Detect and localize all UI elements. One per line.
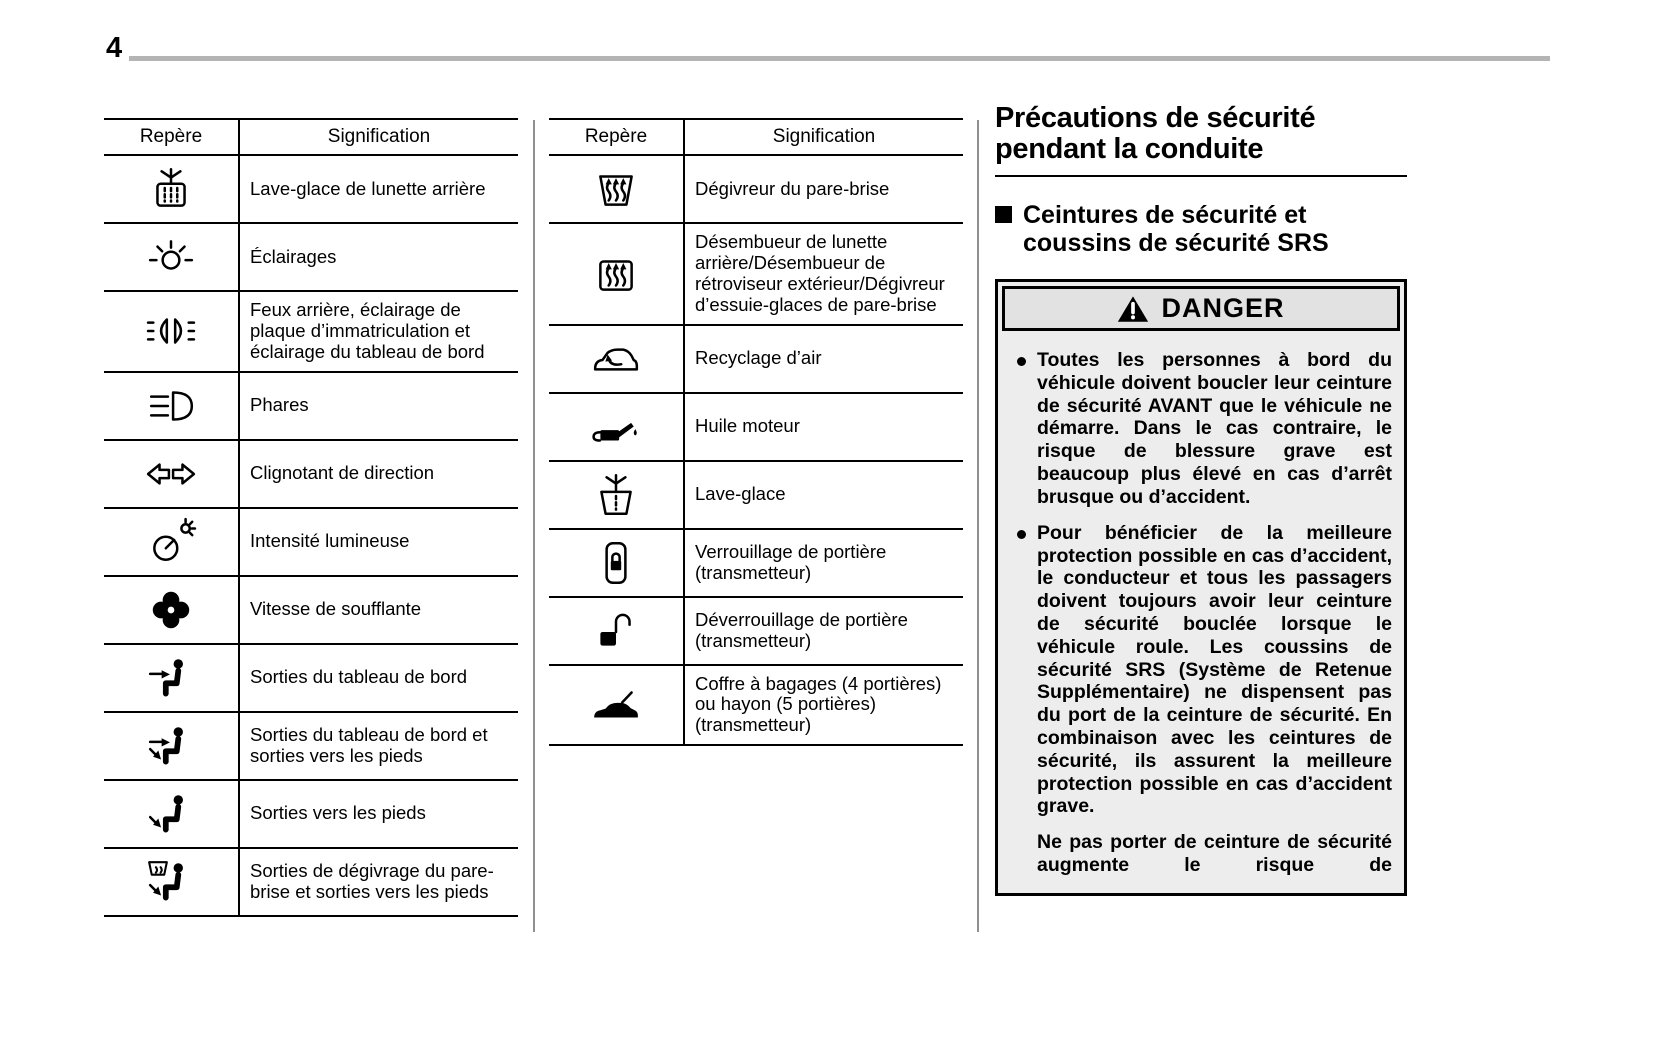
article-title: Précautions de sécurité pendant la conduite [995,102,1316,166]
washer-icon [549,461,684,529]
air-recirculation-icon [549,325,684,393]
symbol-meaning: Sorties du tableau de bord [239,644,518,712]
dash-foot-vents-icon [104,712,239,780]
symbol-table-left [104,118,518,917]
symbol-row [104,508,518,576]
symbol-row [549,325,963,393]
danger-bullet-item [1012,522,1392,819]
section-square-marker [995,206,1012,223]
symbol-meaning: Déverrouillage de portière (transmetteur) [684,597,963,665]
col-header-repere: Repère [549,119,684,155]
headlights-icon [104,372,239,440]
symbol-row [104,372,518,440]
col-header-signification: Signification [239,119,518,155]
page-number: 4 [106,32,123,64]
symbol-meaning: Clignotant de direction [239,440,518,508]
tail-lights-icon [104,291,239,372]
col-header-repere: Repère [104,119,239,155]
symbol-row [104,291,518,372]
symbol-meaning: Intensité lumineuse [239,508,518,576]
symbol-meaning: Sorties du tableau de bord et sorties vers les pieds [239,712,518,780]
symbol-row [549,529,963,597]
door-unlock-icon [549,597,684,665]
lights-icon [104,223,239,291]
danger-label: DANGER [1161,293,1285,324]
danger-body [998,335,1404,893]
windshield-defroster-icon [549,155,684,223]
fan-icon [104,576,239,644]
danger-bullet-item [1012,349,1392,509]
rear-defogger-icon [549,223,684,325]
col-header-signification: Signification [684,119,963,155]
symbol-meaning: Huile moteur [684,393,963,461]
symbol-row [104,440,518,508]
symbol-row [549,223,963,325]
title-rule [995,175,1407,177]
symbol-meaning: Lave-glace de lunette arrière [239,155,518,223]
symbol-row [549,155,963,223]
danger-header [1002,286,1400,331]
symbol-meaning: Feux arrière, éclairage de plaque d’immatriculation et éclairage du tableau de bord [239,291,518,372]
turn-signal-icon [104,440,239,508]
section-heading-text: Ceintures de sécurité et coussins de sécurité SRS [1023,201,1329,258]
symbol-row [104,712,518,780]
door-lock-icon [549,529,684,597]
symbol-meaning: Coffre à bagages (4 portières) ou hayon (5 portières) (transmetteur) [684,665,963,746]
symbol-row [549,665,963,746]
bullet-dot [1017,357,1026,366]
warning-triangle-icon [1117,295,1149,323]
danger-box [995,279,1407,896]
danger-bullet-text: Toutes les personnes à bord du véhicule doivent boucler leur ceinture de sécurité AVANT que le véhicule ne démarre. Dans le cas contraire, le risque de blessure grave est beaucoup plus élevé en cas d’arrêt brusque ou d’accident. [1037,349,1392,508]
symbol-meaning: Éclairages [239,223,518,291]
foot-vents-icon [104,780,239,848]
bullet-dot [1017,530,1026,539]
symbol-row [104,780,518,848]
symbol-row [104,576,518,644]
dimmer-icon [104,508,239,576]
table-header-row [104,119,518,155]
section-heading [995,201,1407,257]
symbol-meaning: Vitesse de soufflante [239,576,518,644]
symbol-table-middle [549,118,963,746]
symbol-row [549,393,963,461]
rear-window-washer-icon [104,155,239,223]
symbol-meaning: Sorties vers les pieds [239,780,518,848]
table-header-row [549,119,963,155]
symbol-row [104,848,518,916]
danger-bullet-text: Pour bénéficier de la meilleure protection possible en cas d’accident, le conducteur et tous les passagers doivent toujours avoir leur ceinture de sécurité bouclée lorsque le véhicule roule. Les coussins de sécurité SRS (Système de Retenue Supplémentaire) ne dispensent pas du port de la ceinture de sécurité. En combinaison avec les ceintures de sécurité, ils assurent la meilleure protection possible en cas d’accident grave. [1037,521,1392,818]
safety-article [995,103,1407,896]
symbol-meaning: Dégivreur du pare-brise [684,155,963,223]
symbol-row [104,155,518,223]
symbol-row [104,644,518,712]
symbol-meaning: Verrouillage de portière (transmetteur) [684,529,963,597]
dash-vents-icon [104,644,239,712]
symbol-row [549,597,963,665]
engine-oil-icon [549,393,684,461]
symbol-meaning: Lave-glace [684,461,963,529]
trunk-icon [549,665,684,746]
symbol-row [104,223,518,291]
column-divider [977,120,979,932]
top-rule [129,56,1550,61]
symbol-meaning: Sorties de dégivrage du pare-brise et sorties vers les pieds [239,848,518,916]
symbol-row [549,461,963,529]
symbol-meaning: Désembueur de lunette arrière/Désembueur de rétroviseur extérieur/Dégivreur d’essuie-glaces de pare-brise [684,223,963,325]
symbol-meaning: Phares [239,372,518,440]
symbol-meaning: Recyclage d’air [684,325,963,393]
column-divider [533,120,535,932]
danger-paragraph: Ne pas porter de ceinture de sécurité augmente le risque de [1037,831,1392,877]
defrost-foot-vents-icon [104,848,239,916]
